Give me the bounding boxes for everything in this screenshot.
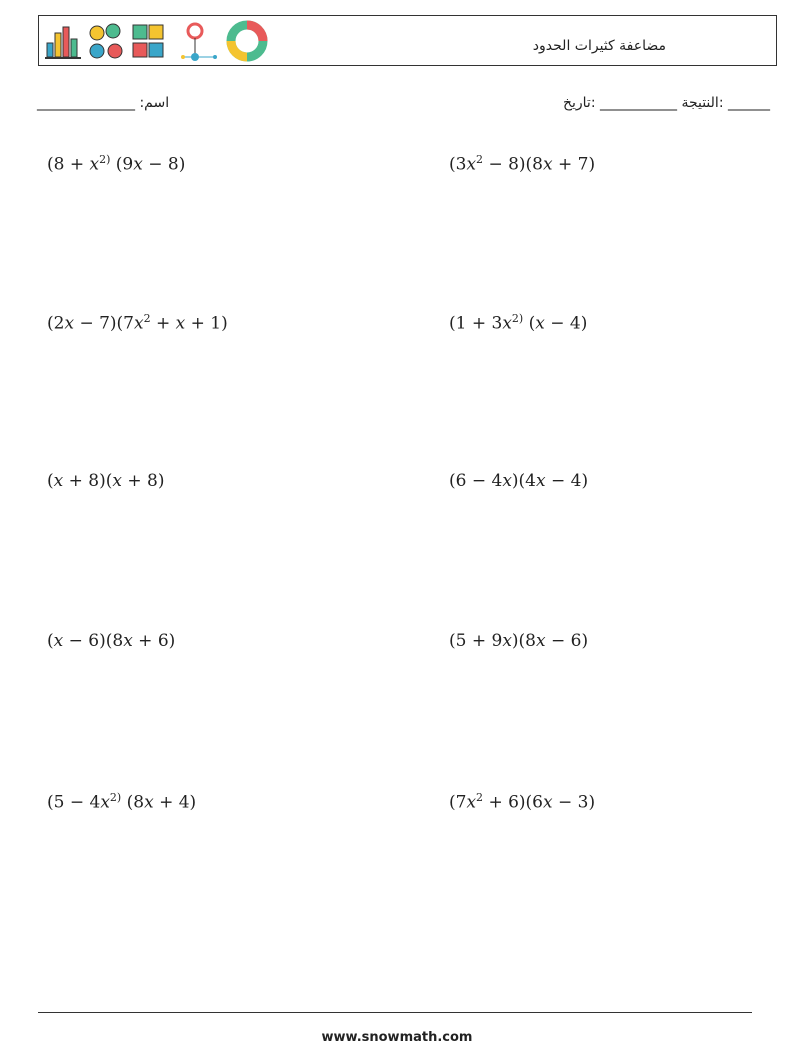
problem-2: $(3x^2 - 8)(8x + 7)$ — [449, 153, 596, 175]
number-bubbles-icon — [90, 24, 122, 58]
footer-url[interactable]: www.snowmath.com — [321, 1030, 473, 1045]
location-pin-icon — [181, 24, 217, 61]
worksheet-title: مضاعفة كثيرات الحدود — [532, 38, 666, 54]
problem-1: ($8 + x^{2)}$ (9x − 8) — [47, 153, 186, 175]
footer-rule — [38, 1012, 752, 1013]
problem-8: (5 + 9x)(8x − 6) — [449, 631, 589, 651]
name-field: ______________ :اسم — [37, 95, 170, 111]
logo-strip — [45, 19, 269, 63]
date-score-field: النتيجة ___________ :تاريخ: ______ — [562, 95, 770, 111]
problem-6: (6 − 4x)(4x − 4) — [449, 471, 589, 491]
problem-5: (x + 8)(x + 8) — [47, 471, 165, 491]
problem-7: (x − 6)(8x + 6) — [47, 631, 176, 651]
problem-3: $(2x - 7)(7x^2 + x + 1)$ — [47, 312, 228, 334]
header-box — [38, 15, 777, 66]
bar-chart-icon — [45, 27, 81, 59]
problem-9: ($5 - 4x^{2)}$ (8x + 4) — [47, 791, 197, 813]
donut-chart-icon — [231, 25, 263, 57]
problem-10: $(7x^2 + 6)(6x - 3)$ — [449, 791, 596, 813]
puzzle-icon — [133, 25, 163, 57]
problem-4: ($1 + 3x^{2)}$ (x − 4) — [449, 312, 588, 334]
